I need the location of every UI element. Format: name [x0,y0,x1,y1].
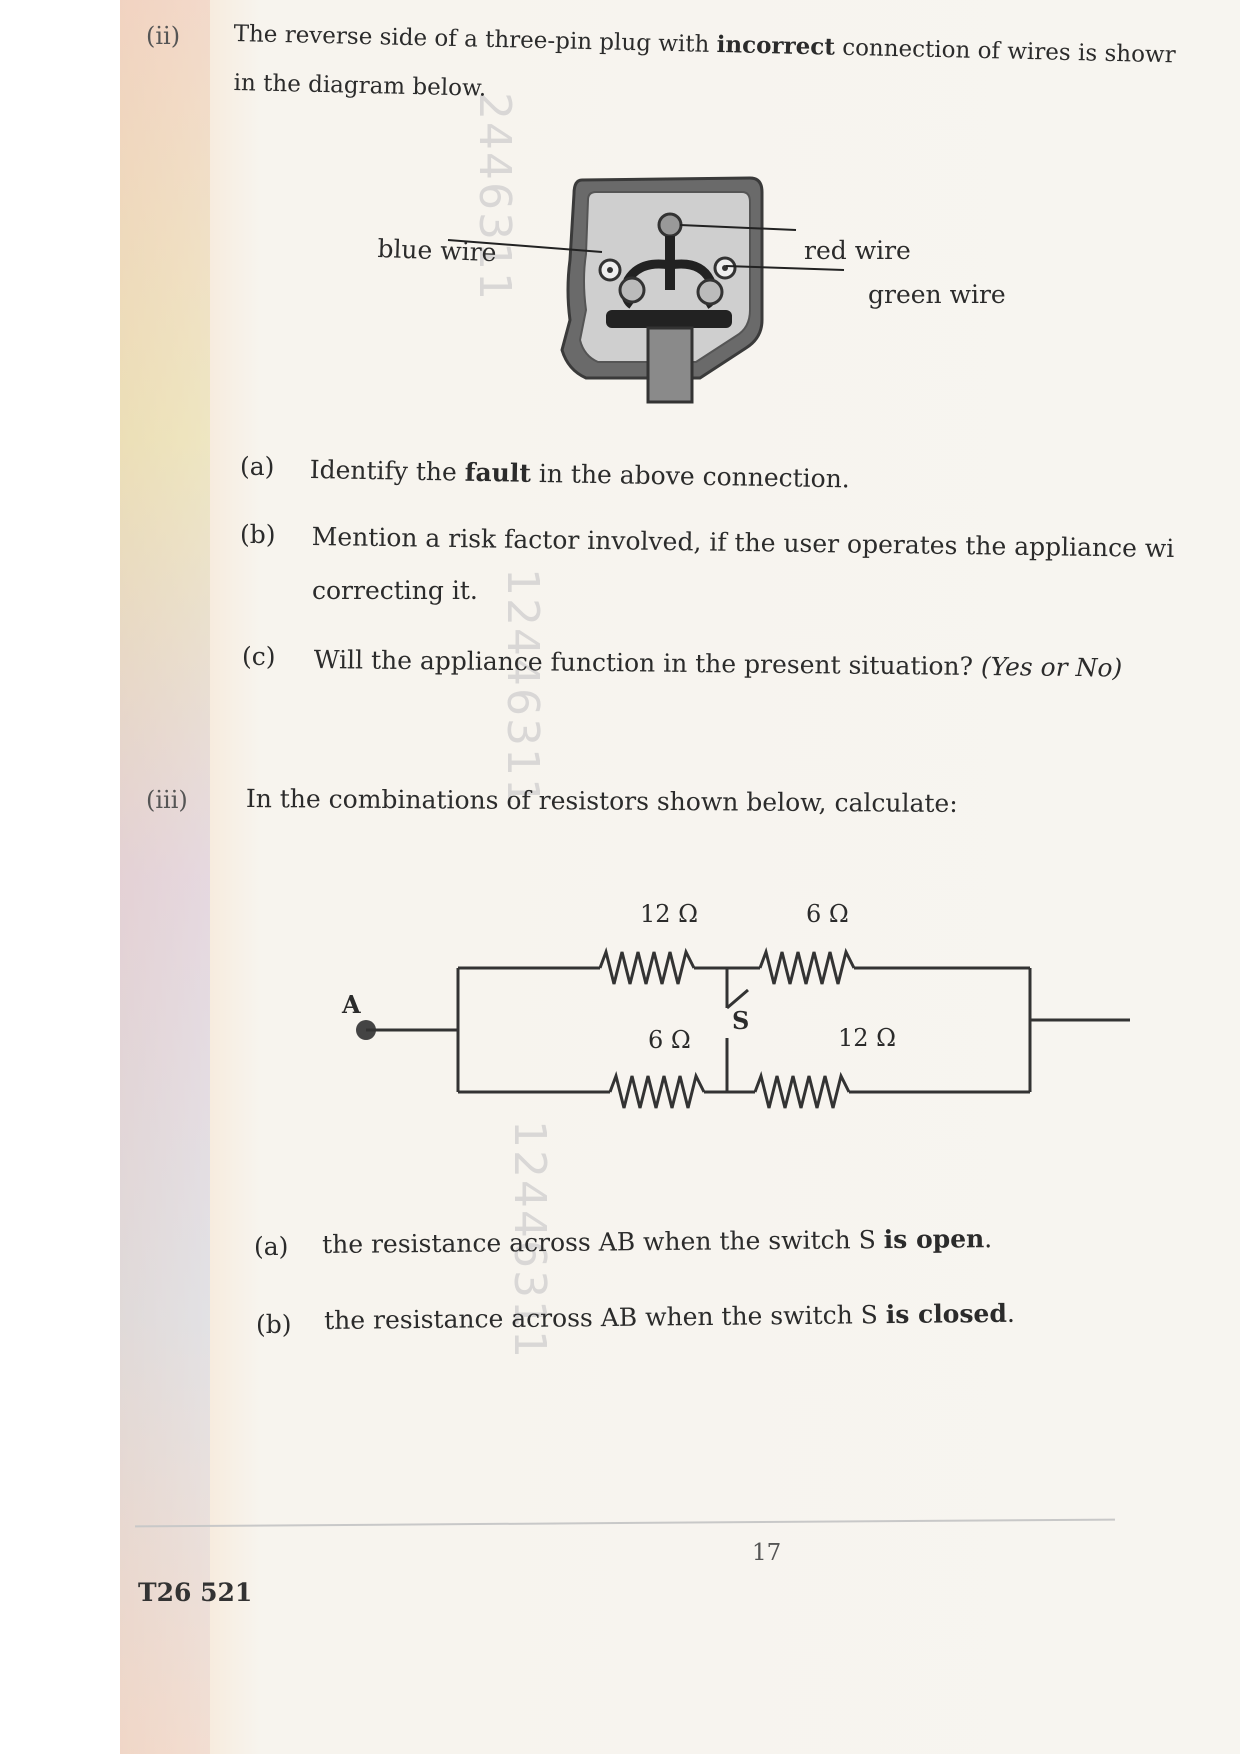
part-ii-b-line1: Mention a risk factor involved, if the user operates the appliance wi [311,522,1175,564]
watermark-3: 12446311 [504,1120,555,1360]
resistor-label-top-left: 12 Ω [640,900,699,928]
resistor-top-right [760,952,854,984]
part-ii-a-bold: fault [464,457,532,488]
part-iii-a-letter: (a) [254,1232,289,1261]
intro-text-bold: incorrect [716,30,836,61]
section-iii-number: (iii) [146,786,188,814]
intro-text-pre: The reverse side of a three-pin plug with [233,20,717,58]
section-ii-number: (ii) [146,22,181,50]
part-iii-a-post: . [984,1224,993,1254]
part-ii-a-post: in the above connection. [530,458,851,494]
paper-code: T26 521 [138,1578,253,1607]
earth-terminal [659,214,681,236]
part-ii-b-letter: (b) [240,520,276,549]
edge-discoloration [120,0,210,1754]
terminal-a-label: A [342,990,361,1019]
red-wire-label: red wire [804,236,911,265]
part-ii-a-pre: Identify the [309,455,466,487]
part-ii-c-italic: (Yes or No) [980,651,1123,683]
part-iii-b-post: . [1006,1298,1015,1328]
part-iii-a-bold: is open [883,1224,985,1255]
cord-grip [606,310,732,328]
resistor-top-left [600,952,694,984]
part-iii-b-bold: is closed [885,1298,1008,1330]
section-ii-intro-line2: in the diagram below. [233,70,487,102]
blue-wire-label: blue wire [376,234,497,268]
part-ii-a-letter: (a) [240,452,275,481]
part-ii-b-line2: correcting it. [312,576,478,605]
resistor-label-top-right: 6 Ω [806,900,849,928]
page-number: 17 [752,1540,782,1566]
intro-text-post: connection of wires is showr [834,34,1176,69]
cable [648,328,692,402]
part-iii-b-pre: the resistance across AB when the switch S [324,1300,886,1335]
part-ii-c-pre: Will the appliance function in the present situation? [313,645,982,681]
part-iii-a-pre: the resistance across AB when the switch S [322,1225,884,1259]
watermark-2: 12446311 [497,568,548,808]
binding-margin [0,0,120,1754]
resistor-label-bottom-right: 12 Ω [838,1024,897,1052]
resistor-bottom-right [755,1076,849,1108]
part-iii-a-text [322,1224,992,1259]
watermark-1: 2446311 [469,92,520,302]
green-wire-label: green wire [868,280,1006,309]
switch-label: S [732,1006,750,1035]
resistor-label-bottom-left: 6 Ω [648,1026,691,1054]
section-iii-intro: In the combinations of resistors shown below, calculate: [245,784,958,818]
resistor-circuit [330,880,1130,1110]
part-ii-c-letter: (c) [242,642,276,671]
part-iii-b-letter: (b) [256,1310,292,1339]
resistor-bottom-left [610,1076,704,1108]
